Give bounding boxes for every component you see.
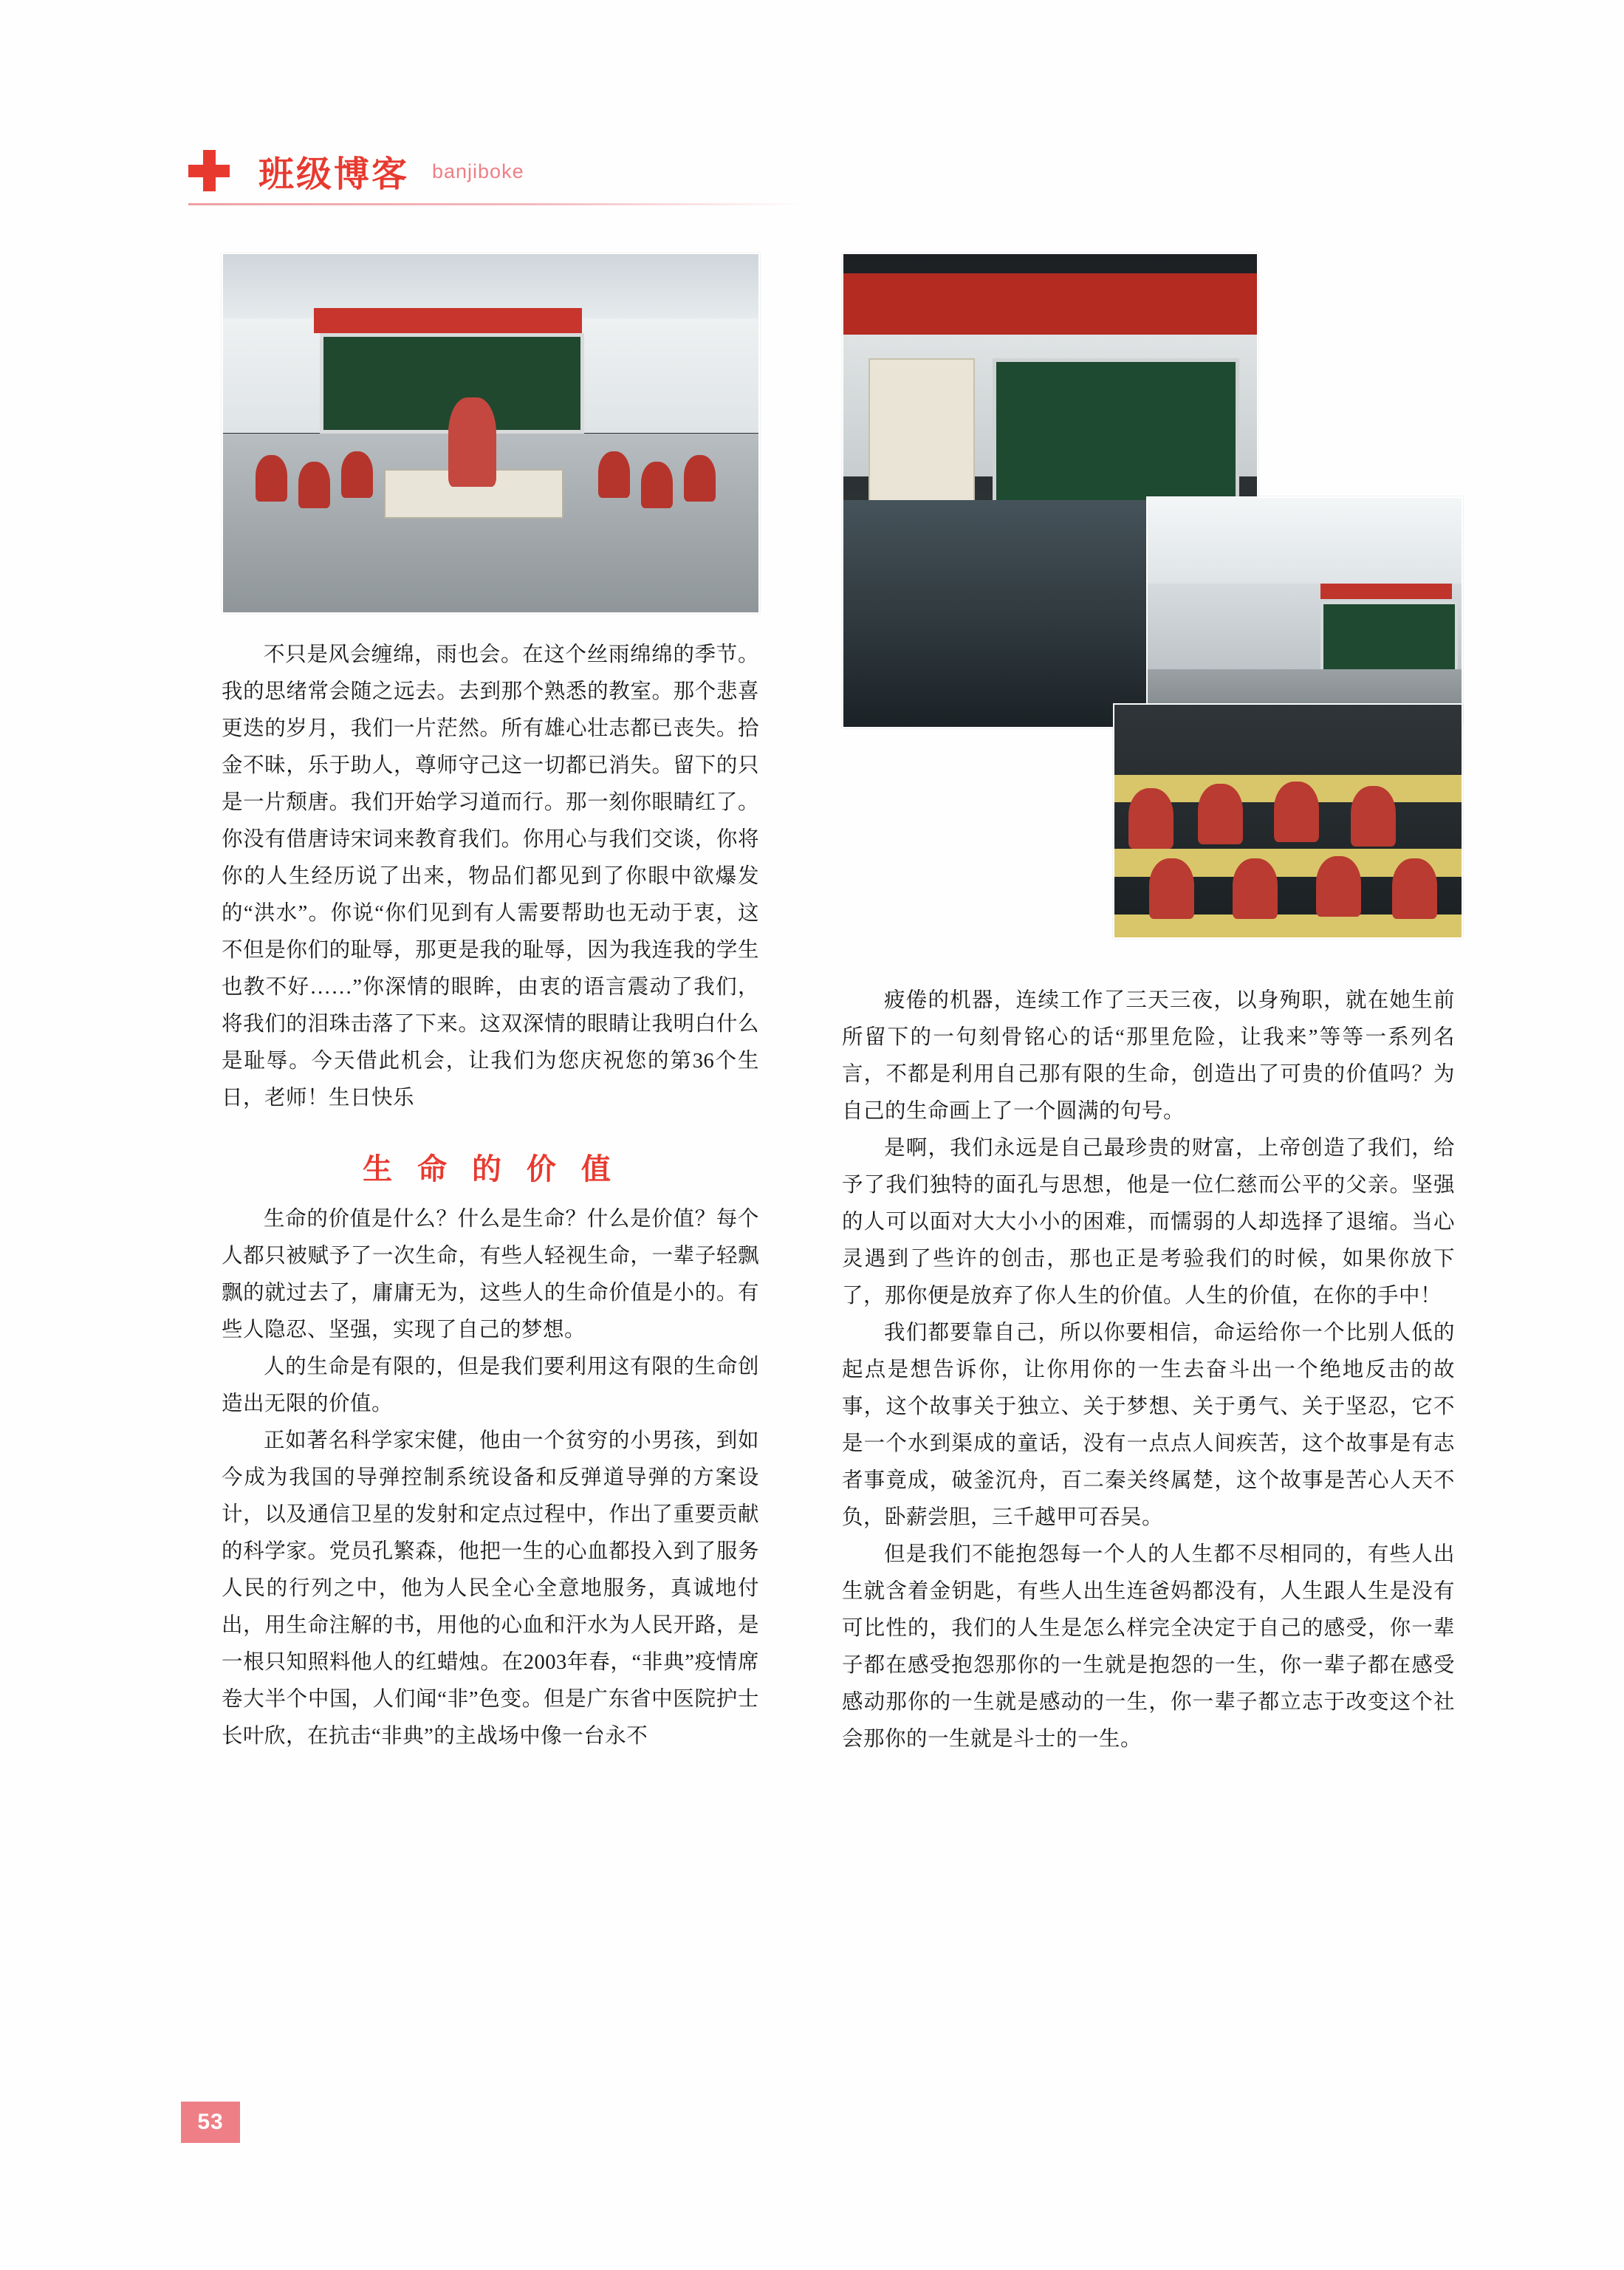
page-number bbox=[181, 2102, 240, 2143]
page-title: 班级博客 bbox=[258, 154, 410, 195]
left-text-column bbox=[222, 637, 759, 1755]
paragraph: 疲倦的机器，连续工作了三天三夜，以身殉职，就在她生前所留下的一句刻骨铭心的话“那里危险，让我来”等等一系列名言，不都是利用自己那有限的生命，创造出了可贵的价值吗？为自己的生命画上了一个圆满的句号。 bbox=[842, 989, 1455, 1123]
header-divider bbox=[188, 203, 809, 205]
page-header bbox=[188, 144, 809, 211]
page-subtitle: banjiboke bbox=[432, 160, 524, 182]
paragraph: 生命的价值是什么？什么是生命？什么是价值？每个人都只被赋予了一次生命，有些人轻视生命，一辈子轻飘飘的就过去了，庸庸无为，这些人的生命价值是小的。有些人隐忍、坚强，实现了自己的梦想。 bbox=[222, 1208, 759, 1341]
photo-classroom-wide bbox=[1146, 496, 1463, 725]
photo-students-rows bbox=[1113, 703, 1463, 939]
paragraph: 是啊，我们永远是自己最珍贵的财富，上帝创造了我们，给予了我们独特的面孔与思想，他是一位仁慈而公平的父亲。坚强的人可以面对大大小小的困难，而懦弱的人却选择了退缩。当心灵遇到了些许的创击，那也正是考验我们的时候，如果你放下了，那你便是放弃了你人生的价值。人生的价值，在你的手中！ bbox=[842, 1137, 1455, 1307]
paragraph: 但是我们不能抱怨每一个人的人生都不尽相同的，有些人出生就含着金钥匙，有些人出生连爸妈都没有，人生跟人生是没有可比性的，我们的人生是怎么样完全决定于自己的感受，你一辈子都在感受抱怨那你的一生就是抱怨的一生，你一辈子都在感受感动那你的一生就是感动的一生，你一辈子都立志于改变这个社会那你的一生就是斗士的一生。 bbox=[842, 1543, 1455, 1751]
paragraph: 不只是风会缠绵，雨也会。在这个丝雨绵绵的季节。我的思绪常会随之远去。去到那个熟悉的教室。那个悲喜更迭的岁月，我们一片茫然。所有雄心壮志都已丧失。拾金不昧，乐于助人，尊师守己这一切都已消失。留下的只是一片颓唐。我们开始学习道而行。那一刻你眼睛红了。你没有借唐诗宋词来教育我们。你用心与我们交谈，你将你的人生经历说了出来，物品们都见到了你眼中欲爆发的“洪水”。你说“你们见到有人需要帮助也无动于衷，这不但是你们的耻辱，那更是我的耻辱，因为我连我的学生也教不好……”你深情的眼眸，由衷的语言震动了我们，将我们的泪珠击落了下来。这双深情的眼睛让我明白什么是耻辱。今天借此机会，让我们为您庆祝您的第36个生日，老师！生日快乐 bbox=[222, 643, 759, 1110]
page-number-label: 53 bbox=[197, 2110, 224, 2134]
photo-classroom-teacher bbox=[222, 253, 760, 614]
right-text-column bbox=[842, 982, 1455, 1758]
cross-mark-icon bbox=[188, 150, 230, 191]
paragraph: 人的生命是有限的，但是我们要利用这有限的生命创造出无限的价值。 bbox=[222, 1355, 759, 1415]
paragraph: 正如著名科学家宋健，他由一个贫穷的小男孩，到如今成为我国的导弹控制系统设备和反弹道导弹的方案设计，以及通信卫星的发射和定点过程中，作出了重要贡献的科学家。党员孔繁森，他把一生的心血都投入到了服务人民的行列之中，他为人民全心全意地服务，真诚地付出，用生命注解的书，用他的心血和汗水为人民开路，是一根只知照料他人的红蜡烛。在2003年春，“非典”疫情席卷大半个中国，人们闻“非”色变。但是广东省中医院护士长叶欣，在抗击“非典”的主战场中像一台永不 bbox=[222, 1429, 759, 1748]
section-title: 生 命 的 价 值 bbox=[363, 1152, 618, 1186]
paragraph: 我们都要靠自己，所以你要相信，命运给你一个比别人低的起点是想告诉你，让你用你的一生去奋斗出一个绝地反击的故事，这个故事关于独立、关于梦想、关于勇气、关于坚忍，它不是一个水到渠成的童话，没有一点点人间疾苦，这个故事是有志者事竟成，破釜沉舟，百二秦关终属楚，这个故事是苦心人天不负，卧薪尝胆，三千越甲可吞吴。 bbox=[842, 1322, 1455, 1529]
